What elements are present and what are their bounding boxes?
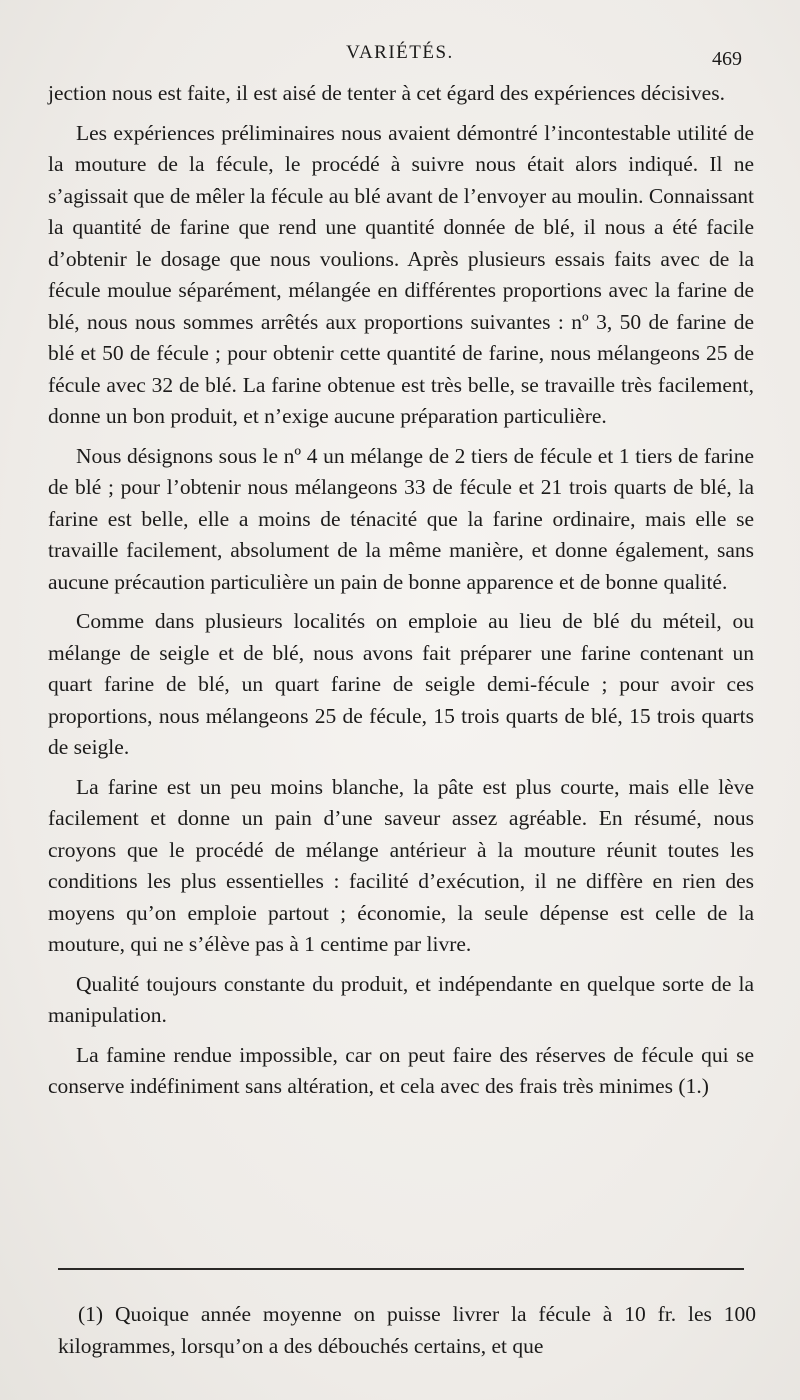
footnote: (1) Quoique année moyenne on puisse livrer la fécule à 10 fr. les 100 kilogrammes, lorsqu’on a des débouchés certains, et que xyxy=(58,1302,756,1358)
footnote-rule xyxy=(58,1268,744,1270)
paragraph-famine: La famine rendue impossible, car on peut faire des réserves de fécule qui se conserve indéfiniment sans altération, et cela avec des frais très minimes (1.) xyxy=(48,1042,754,1098)
body-text xyxy=(48,78,754,1111)
running-title: VARIÉTÉS. xyxy=(346,42,454,63)
paragraph-mixture-no4: Nous désignons sous le nº 4 un mélange de 2 tiers de fécule et 1 tiers de farine de blé ; pour l’obtenir nous mélangeons 33 de fécule et 21 trois quarts de blé, la farine est belle, elle a moins de ténacité que la farine ordinaire, mais elle se travaille facilement, absolument de la même manière, et donne également, sans aucune précaution particulière un pain de bonne apparence et de bonne qualité. xyxy=(48,443,754,594)
page-number: 469 xyxy=(712,48,742,70)
paragraph-summary: La farine est un peu moins blanche, la pâte est plus courte, mais elle lève facilement et donne un pain d’une saveur assez agréable. En résumé, nous croyons que le procédé de mélange antérieur à la mouture réunit toutes les conditions les plus essentielles : facilité d’exécution, il ne diffère en rien des moyens qu’on emploie partout ; économie, la seule dépense est celle de la mouture, qui ne s’élève pas à 1 centime par livre. xyxy=(48,774,754,956)
paragraph-quality: Qualité toujours constante du produit, et indépendante en quelque sorte de la manipulation. xyxy=(48,971,754,1027)
paragraph-meteil: Comme dans plusieurs localités on emploie au lieu de blé du méteil, ou mélange de seigle et de blé, nous avons fait préparer une farine contenant un quart farine de blé, un quart farine de seigle demi-fécule ; pour avoir ces proportions, nous mélangeons 25 de fécule, 15 trois quarts de blé, 15 trois quarts de seigle. xyxy=(48,609,754,759)
running-head xyxy=(0,40,800,70)
paragraph-experiences: Les expériences préliminaires nous avaient démontré l’incontestable utilité de la mouture de la fécule, le procédé à suivre nous était alors indiqué. Il ne s’agissait que de mêler la fécule au blé avant de l’envoyer au moulin. Connaissant la quantité de farine que rend une quantité donnée de blé, il nous a été facile d’obtenir le dosage que nous voulions. Après plusieurs essais faits avec de la fécule moulue séparément, mélangée en différentes proportions avec la farine de blé, nous nous sommes arrêtés aux proportions suivantes : nº 3, 50 de farine de blé et 50 de fécule ; pour obtenir cette quantité de farine, nous mélangeons 25 de fécule avec 32 de blé. La farine obtenue est très belle, se travaille très facilement, donne un bon produit, et n’exige aucune préparation particulière. xyxy=(48,120,754,428)
paragraph-continuation: jection nous est faite, il est aisé de tenter à cet égard des expériences décisives. xyxy=(48,81,725,105)
